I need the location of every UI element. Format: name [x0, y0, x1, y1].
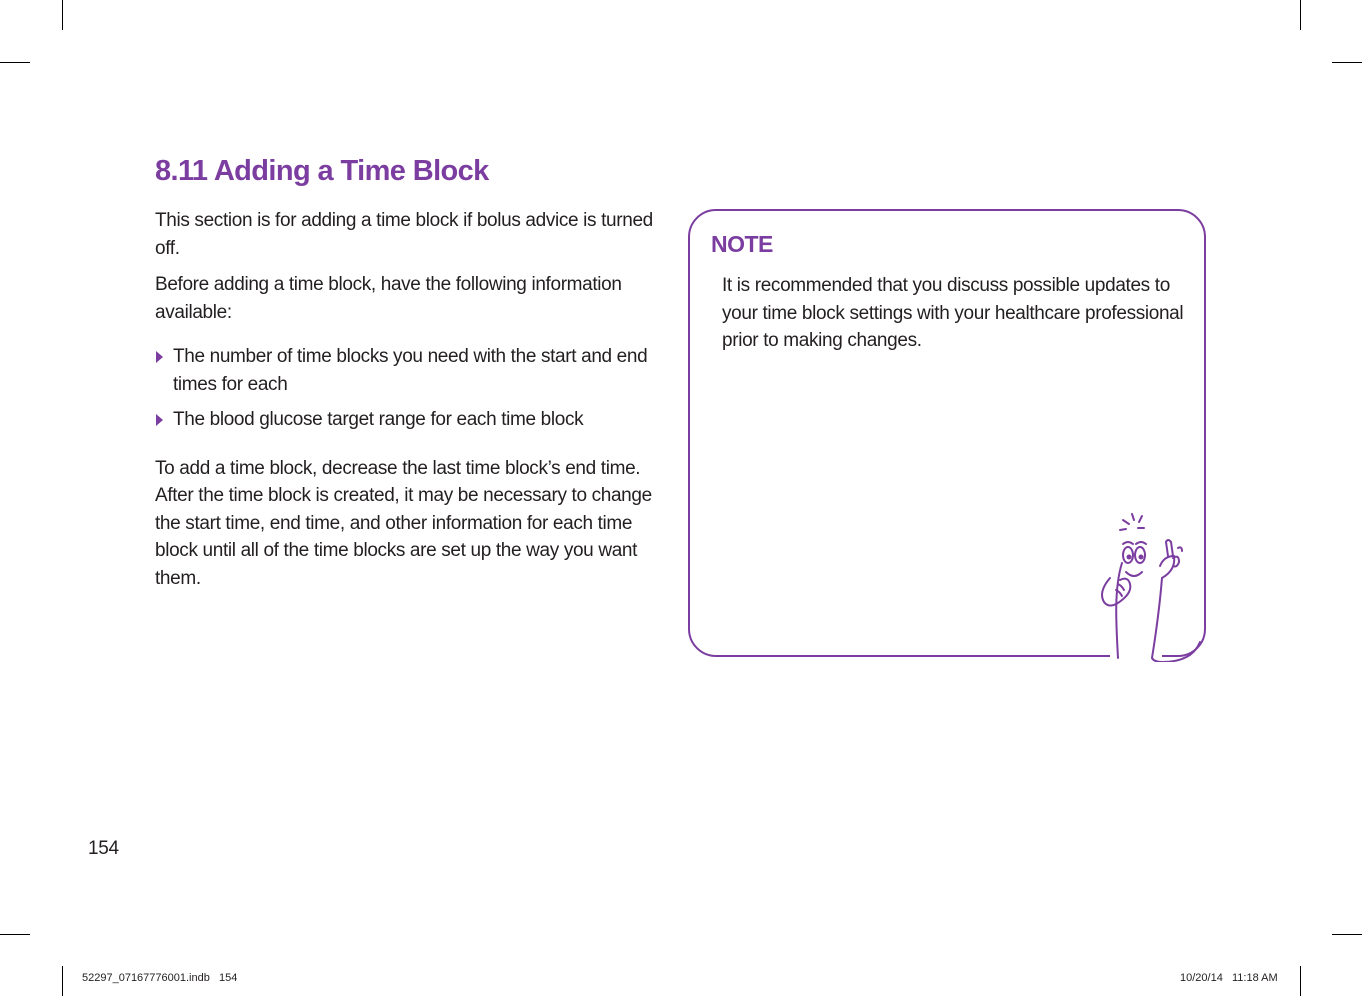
arrow-right-icon — [156, 414, 163, 426]
section-body — [155, 207, 675, 592]
page-number: 154 — [88, 838, 119, 859]
section-title: 8.11 Adding a Time Block — [155, 155, 489, 187]
crop-mark — [0, 62, 30, 63]
crop-mark — [1300, 0, 1301, 30]
print-file-footer: 52297_07167776001.indb 154 — [82, 972, 238, 984]
list-item-text: The blood glucose target range for each time block — [173, 409, 584, 430]
crop-mark — [62, 966, 63, 996]
crop-mark — [62, 0, 63, 30]
arrow-right-icon — [156, 351, 163, 363]
instructions-paragraph: To add a time block, decrease the last time block’s end time. After the time block is created, it may be necessary to change the start time, end time, and other information for each time block until all of the time blocks are set up the way you want them. — [155, 457, 652, 589]
crop-mark — [1300, 966, 1301, 996]
list-item — [155, 343, 675, 398]
note-label: NOTE — [711, 231, 773, 257]
note-text: It is recommended that you discuss possible updates to your time block settings with your healthcare professional prior to making changes. — [722, 275, 1184, 351]
prerequisite-paragraph: Before adding a time block, have the following information available: — [155, 274, 622, 323]
prerequisite-list — [155, 343, 675, 434]
crop-mark — [0, 934, 30, 935]
mascot-character-icon — [1090, 508, 1202, 662]
crop-mark — [1332, 934, 1362, 935]
print-timestamp-footer: 10/20/14 11:18 AM — [1180, 972, 1278, 984]
intro-paragraph: This section is for adding a time block if bolus advice is turned off. — [155, 210, 653, 259]
list-item — [155, 406, 675, 434]
list-item-text: The number of time blocks you need with the start and end times for each — [173, 346, 648, 395]
crop-mark — [1332, 62, 1362, 63]
